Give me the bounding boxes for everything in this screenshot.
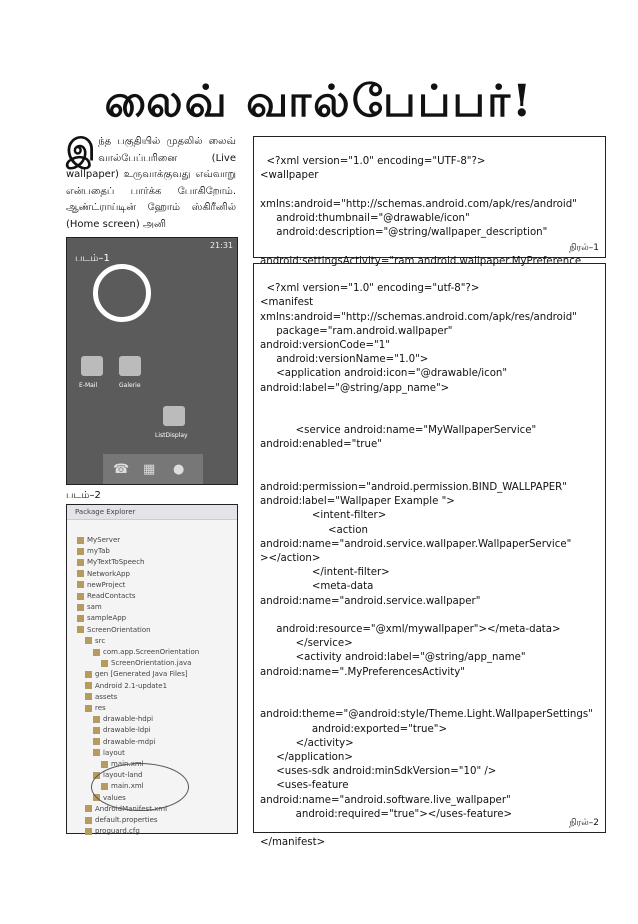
figure-1-screenshot bbox=[66, 237, 238, 485]
folder-icon bbox=[85, 817, 92, 824]
tree-item-label: MyServer bbox=[87, 536, 121, 544]
listing-1-label: நிரல்–1 bbox=[569, 242, 599, 253]
folder-icon bbox=[93, 716, 100, 723]
code-listing-2 bbox=[253, 263, 606, 849]
folder-icon bbox=[85, 705, 92, 712]
tree-item[interactable] bbox=[77, 535, 120, 546]
drop-cap: இ bbox=[66, 133, 96, 168]
tree-item[interactable] bbox=[93, 725, 151, 736]
browser-icon: ● bbox=[173, 462, 185, 477]
package-explorer-title: Package Explorer bbox=[67, 505, 237, 520]
tree-item-label: layout bbox=[103, 748, 125, 757]
tree-item[interactable] bbox=[93, 714, 153, 725]
tree-item-label: sampleApp bbox=[87, 614, 127, 623]
tree-item[interactable] bbox=[77, 546, 110, 557]
folder-icon bbox=[93, 749, 100, 756]
tree-item[interactable] bbox=[85, 669, 188, 680]
tree-item-label: ReadContacts bbox=[87, 592, 136, 600]
tree-item-label: drawable-ldpi bbox=[103, 726, 151, 735]
folder-icon bbox=[85, 693, 92, 700]
folder-icon bbox=[101, 761, 108, 768]
tree-item-label: main.xml bbox=[111, 782, 144, 791]
tree-item[interactable] bbox=[85, 826, 140, 837]
tree-item-label: com.app.ScreenOrientation bbox=[103, 648, 200, 656]
tree-item-label: AndroidManifest.xml bbox=[95, 804, 168, 813]
folder-icon bbox=[77, 548, 84, 555]
app-label: Galerie bbox=[119, 382, 141, 389]
tree-item-label: layout-land bbox=[103, 771, 143, 780]
intro-paragraph bbox=[66, 134, 236, 233]
figure-2-screenshot bbox=[66, 504, 238, 834]
listing-2-label: நிரல்–2 bbox=[569, 817, 599, 828]
tree-item-label: values bbox=[103, 793, 126, 802]
tree-item[interactable] bbox=[93, 647, 199, 658]
folder-icon bbox=[77, 581, 84, 588]
email-app-icon bbox=[81, 356, 103, 376]
folder-icon bbox=[93, 738, 100, 745]
folder-icon bbox=[77, 570, 84, 577]
tree-item-label: drawable-hdpi bbox=[103, 715, 154, 724]
tree-item[interactable] bbox=[85, 815, 158, 826]
code-listing-1 bbox=[253, 136, 606, 267]
listing-1-code: <?xml version="1.0" encoding="UTF-8"?> <wallpaper xmlns:android="http://schemas.android.com/apk/res/android" android:thumbnail="@drawable/icon" android:description="@string/wallpaper_description" android:settingsActivity="ram.android.wallpaper.MyPreference bbox=[260, 156, 582, 267]
tree-item[interactable] bbox=[85, 692, 117, 703]
tree-item[interactable] bbox=[85, 636, 105, 647]
tree-item-label: myTab bbox=[87, 547, 110, 556]
folder-icon bbox=[85, 828, 92, 835]
tree-item-label: sam bbox=[87, 603, 102, 612]
tree-item-label: newProject bbox=[87, 580, 126, 589]
tree-item-label: src bbox=[95, 636, 106, 645]
folder-icon bbox=[93, 727, 100, 734]
folder-icon bbox=[77, 626, 84, 633]
live-wallpaper-ring bbox=[93, 264, 151, 322]
page-title: லைவ் வால்பேப்பர்! bbox=[104, 76, 534, 127]
apps-grid-icon: ▦ bbox=[143, 462, 156, 477]
tree-item[interactable] bbox=[77, 625, 151, 636]
tree-item[interactable] bbox=[77, 557, 145, 568]
home-dock bbox=[103, 454, 203, 484]
folder-icon bbox=[77, 615, 84, 622]
folder-icon bbox=[77, 559, 84, 566]
tree-item-label: main.xml bbox=[111, 760, 144, 768]
listdisplay-app-icon bbox=[163, 406, 185, 426]
tree-item[interactable] bbox=[85, 703, 106, 714]
tree-item-label: drawable-mdpi bbox=[103, 737, 156, 746]
folder-icon bbox=[85, 805, 92, 812]
tree-item-label: Android 2.1-update1 bbox=[95, 681, 168, 690]
tree-item-label: gen [Generated Java Files] bbox=[95, 670, 188, 679]
tree-item-label: assets bbox=[95, 692, 118, 701]
tree-item-label: MyTextToSpeech bbox=[87, 558, 145, 567]
tree-item-label: proguard.cfg bbox=[95, 827, 140, 836]
folder-icon bbox=[77, 593, 84, 600]
folder-icon bbox=[101, 660, 108, 667]
folder-icon bbox=[77, 604, 84, 611]
folder-icon bbox=[93, 649, 100, 656]
folder-icon bbox=[85, 682, 92, 689]
intro-text: ந்த பகுதியில் முதலில் லைவ் வால்பேப்பரினை (Live wallpaper) உருவாக்குவது எவ்வாறு என்பதைப் பார்க்க போகிறோம். ஆண்ட்ராய்டின் ஹோம் ஸ்கிரீனில் (Home screen) அனி bbox=[66, 136, 236, 230]
tree-item[interactable] bbox=[93, 737, 156, 748]
tree-item-label: NetworkApp bbox=[87, 569, 130, 578]
tree-item[interactable] bbox=[85, 681, 167, 692]
tree-item[interactable] bbox=[77, 591, 135, 602]
folder-icon bbox=[77, 537, 84, 544]
tree-item[interactable] bbox=[77, 580, 125, 591]
app-label: E-Mail bbox=[79, 382, 98, 389]
folder-icon bbox=[85, 671, 92, 678]
gallery-app-icon bbox=[119, 356, 141, 376]
listing-2-code: <?xml version="1.0" encoding="utf-8"?> <manifest xmlns:android="http://schemas.android.com/apk/res/android" package="ram.android.wallpaper" android:versionCode="1" android:versionName="1.0"> <application android:icon="@drawable/icon" android:label="@string/app_name"> <service android:name="MyWallpaperService" android:enabled="true" android:permission="android.permission.BIND_WALLPAPER" android:label="Wallpaper Example "> <intent-filter> <action android:name="android.service.wallpaper.WallpaperService" ></action> </intent-filter> <meta-data android:name="android.service.wallpaper" android:resource="@xml/mywallpaper"></meta-data> </service> <activity android:label="@string/app_name" android:name=".MyPreferencesActivity" android:theme="@android:style/Theme.Light.WallpaperSettings" android:exported="true"> </activity> </application> <uses-sdk android:minSdkVersion="10" /> <uses-feature android:name="android.software.live_wallpaper" android:required="true"></uses-feature> </manifest> bbox=[260, 283, 593, 849]
tree-item[interactable] bbox=[77, 569, 130, 580]
tree-item[interactable] bbox=[77, 602, 102, 613]
tree-item[interactable] bbox=[101, 658, 191, 669]
folder-icon bbox=[85, 637, 92, 644]
figure-2-caption: படம்–2 bbox=[66, 490, 101, 501]
status-time: 21:31 bbox=[209, 241, 233, 250]
tree-item-label: default.properties bbox=[95, 816, 158, 824]
tree-item[interactable] bbox=[77, 613, 126, 624]
tree-item-label: ScreenOrientation bbox=[87, 625, 151, 634]
highlight-ellipse bbox=[91, 763, 189, 811]
app-label: ListDisplay bbox=[155, 432, 188, 439]
figure-1-caption: படம்–1 bbox=[75, 253, 110, 264]
phone-icon: ☎ bbox=[113, 462, 130, 477]
tree-item[interactable] bbox=[93, 748, 125, 759]
tree-item-label: res bbox=[95, 704, 106, 712]
tree-item-label: ScreenOrientation.java bbox=[111, 659, 192, 668]
